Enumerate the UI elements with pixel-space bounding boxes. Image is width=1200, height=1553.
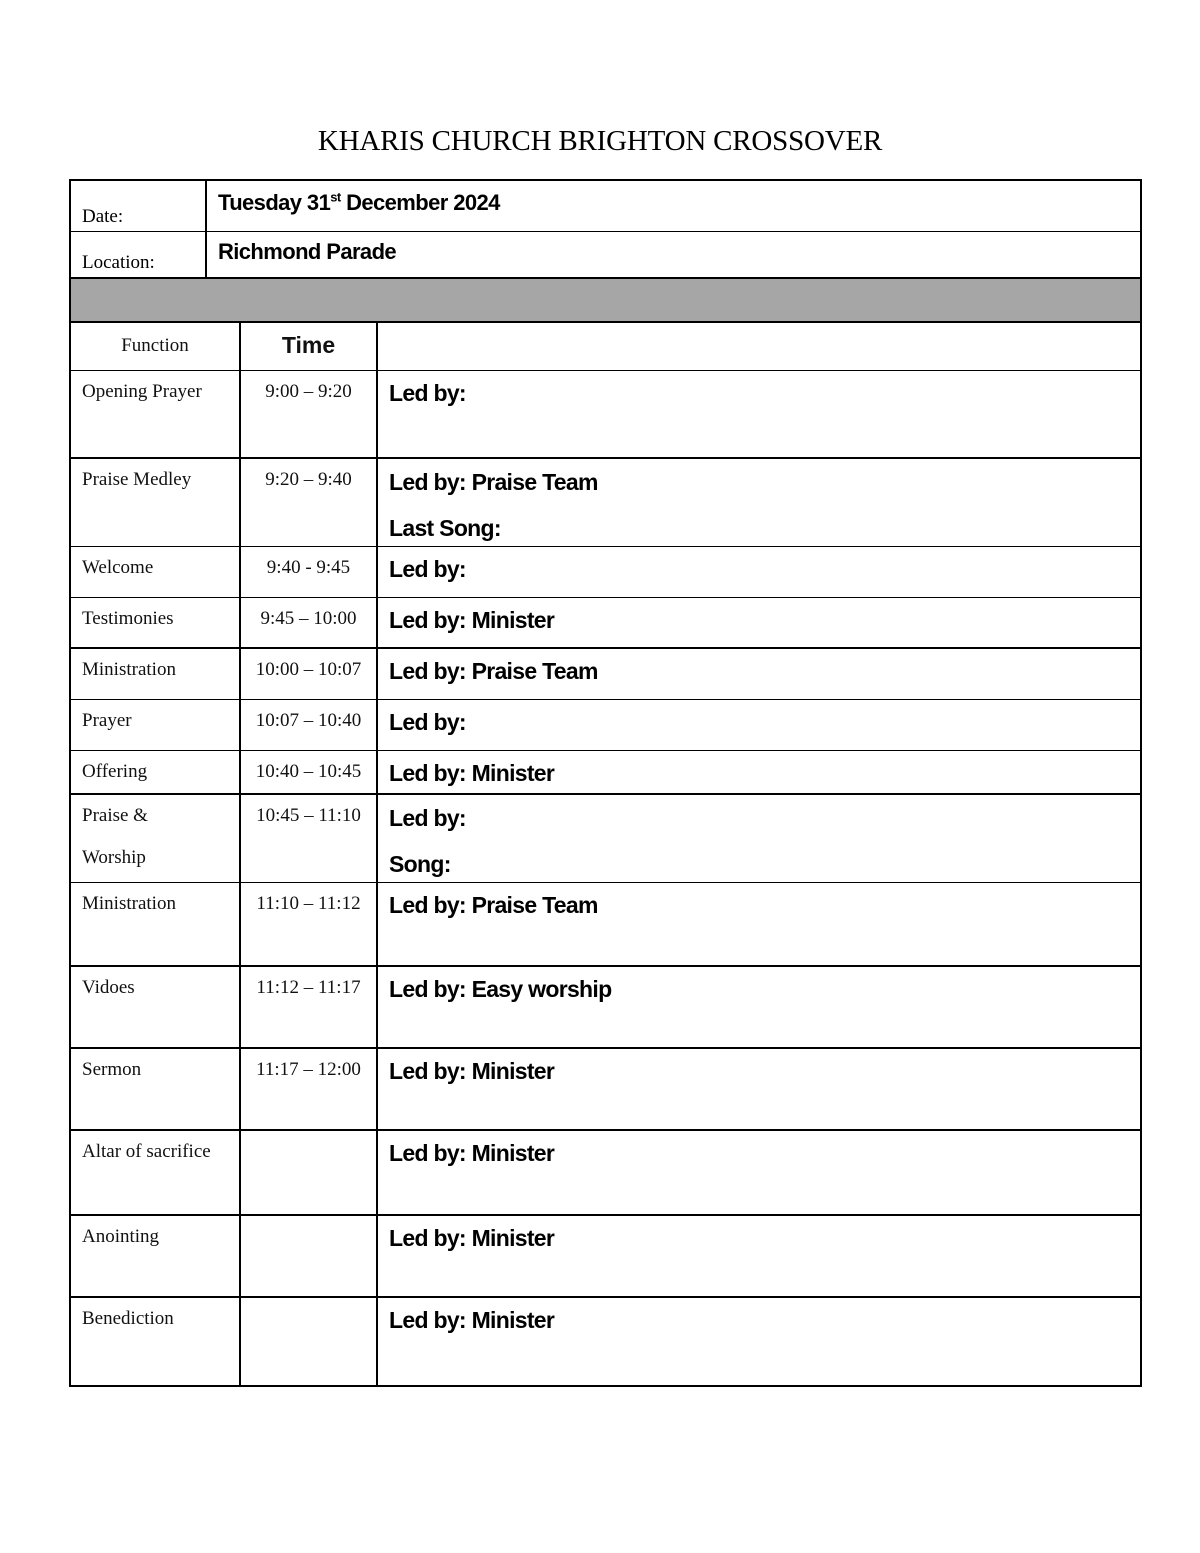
time-cell: 10:45 – 11:10: [241, 795, 378, 882]
time-cell: [241, 1131, 378, 1214]
function-text: Welcome: [82, 557, 154, 578]
function-text: Praise Medley: [82, 469, 192, 490]
date-value-main: Tuesday 31: [218, 190, 331, 215]
schedule-row: [71, 1216, 1140, 1298]
details-text: Led by: Minister: [389, 1140, 555, 1166]
time-cell: 9:20 – 9:40: [241, 459, 378, 546]
details-text: Led by: Praise Team: [389, 892, 598, 918]
time-cell: [241, 1298, 378, 1385]
schedule-row: [71, 751, 1140, 795]
document-title: KHARIS CHURCH BRIGHTON CROSSOVER: [317, 125, 883, 157]
details-text: Led by: Minister: [389, 607, 555, 633]
function-cell: [71, 1131, 241, 1214]
function-text: Ministration: [82, 893, 176, 914]
time-cell: 9:40 - 9:45: [241, 547, 378, 597]
schedule-row: [71, 547, 1140, 598]
details-cell: [378, 1049, 1140, 1129]
function-cell: [71, 1049, 241, 1129]
schedule-row: [71, 967, 1140, 1049]
details-cell: [378, 547, 1140, 597]
schedule-row: [71, 1298, 1140, 1385]
function-text: Altar of sacrifice: [82, 1141, 211, 1162]
details-text: Led by: Minister: [389, 760, 555, 786]
function-cell: [71, 459, 241, 546]
schedule-row: [71, 795, 1140, 883]
details-cell: [378, 883, 1140, 965]
function-cell: [71, 883, 241, 965]
details-text: Last Song:: [389, 515, 501, 541]
location-label: Location:: [71, 232, 207, 277]
schedule-header-row: [71, 323, 1140, 371]
time-cell: 9:00 – 9:20: [241, 371, 378, 457]
details-cell: [378, 1216, 1140, 1296]
service-schedule-sheet: [69, 179, 1142, 1387]
details-text: Led by: Minister: [389, 1307, 555, 1333]
details-text: Led by:: [389, 556, 466, 582]
function-cell: [71, 1216, 241, 1296]
function-text: Praise &: [82, 805, 148, 826]
date-value-rest: December 2024: [340, 190, 500, 215]
function-cell: [71, 598, 241, 647]
details-cell: [378, 1131, 1140, 1214]
date-label: Date:: [71, 181, 207, 231]
details-column-header: [378, 323, 1140, 370]
time-cell: 10:40 – 10:45: [241, 751, 378, 793]
details-cell: [378, 700, 1140, 750]
function-text: Opening Prayer: [82, 381, 202, 402]
details-text: Led by: Minister: [389, 1225, 555, 1251]
date-value: [207, 181, 1140, 231]
function-cell: [71, 967, 241, 1047]
function-text: Worship: [82, 847, 146, 868]
details-text: Led by: Praise Team: [389, 469, 598, 495]
time-column-header: Time: [241, 323, 378, 370]
schedule-row: [71, 1049, 1140, 1131]
time-cell: 9:45 – 10:00: [241, 598, 378, 647]
details-cell: [378, 1298, 1140, 1385]
details-text: Led by:: [389, 380, 466, 406]
details-text: Led by: Praise Team: [389, 658, 598, 684]
schedule-row: [71, 371, 1140, 459]
details-cell: [378, 371, 1140, 457]
location-row: [71, 232, 1140, 279]
schedule-row: [71, 598, 1140, 649]
function-text: Offering: [82, 761, 148, 782]
location-value: Richmond Parade: [218, 239, 397, 264]
schedule-row: [71, 459, 1140, 547]
function-cell: [71, 1298, 241, 1385]
function-text: Ministration: [82, 659, 176, 680]
details-cell: [378, 751, 1140, 793]
schedule-row: [71, 1131, 1140, 1216]
date-row: [71, 181, 1140, 232]
time-cell: 11:10 – 11:12: [241, 883, 378, 965]
function-cell: [71, 700, 241, 750]
time-cell: [241, 1216, 378, 1296]
function-cell: [71, 371, 241, 457]
details-cell: [378, 459, 1140, 546]
section-divider-band: [69, 279, 1142, 323]
time-cell: 11:17 – 12:00: [241, 1049, 378, 1129]
schedule-row: [71, 700, 1140, 751]
function-text: Prayer: [82, 710, 132, 731]
function-cell: [71, 649, 241, 699]
function-cell: [71, 751, 241, 793]
function-text: Testimonies: [82, 608, 174, 629]
details-text: Led by:: [389, 805, 466, 831]
function-text: Sermon: [82, 1059, 142, 1080]
details-cell: [378, 598, 1140, 647]
details-text: Song:: [389, 851, 451, 877]
schedule-row: [71, 649, 1140, 700]
function-text: Anointing: [82, 1226, 160, 1247]
service-info-table: [69, 179, 1142, 279]
schedule-row: [71, 883, 1140, 967]
function-text: Vidoes: [82, 977, 135, 998]
time-cell: 10:07 – 10:40: [241, 700, 378, 750]
function-cell: [71, 795, 241, 882]
time-cell: 11:12 – 11:17: [241, 967, 378, 1047]
function-text: Benediction: [82, 1308, 174, 1329]
details-text: Led by:: [389, 709, 466, 735]
details-cell: [378, 649, 1140, 699]
details-cell: [378, 967, 1140, 1047]
details-cell: [378, 795, 1140, 882]
time-cell: 10:00 – 10:07: [241, 649, 378, 699]
function-cell: [71, 547, 241, 597]
function-column-header: Function: [71, 323, 241, 370]
schedule-table: [69, 323, 1142, 1387]
date-value-suffix: st: [330, 189, 341, 205]
details-text: Led by: Minister: [389, 1058, 555, 1084]
details-text: Led by: Easy worship: [389, 976, 612, 1002]
